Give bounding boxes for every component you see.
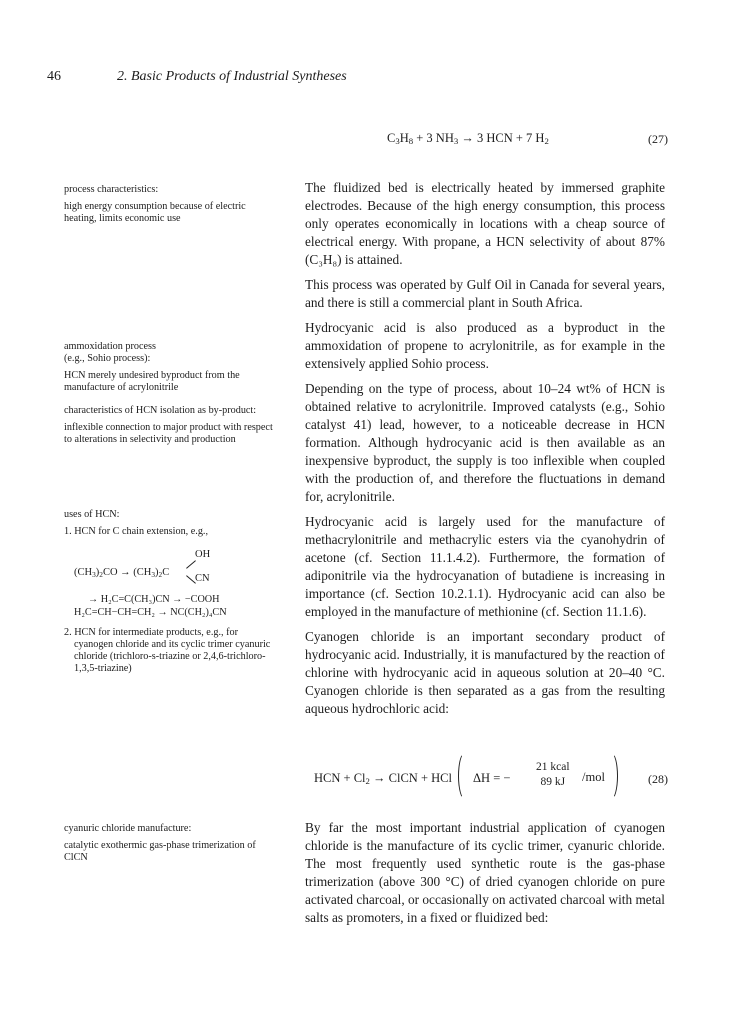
page-number: 46: [47, 69, 61, 84]
bond-line: [186, 560, 196, 568]
equation-28-per-mol: /mol: [582, 770, 605, 784]
sidebar-note: catalytic exothermic gas-phase trimerization of ClCN: [64, 840, 256, 863]
paragraph: By far the most important industrial application of cyanogen chloride is the manufacture of its cyclic trimer, cyanuric chloride. The most frequently used synthetic route is the gas-phase trimerization (above 300 °C) of dried cyanogen chloride on pure activated charcoal, or occasionally on activated charcoal with metal salts as promoters, in a fixed or fluidized bed:: [305, 820, 665, 925]
sidebar-heading: process characteristics:: [64, 184, 159, 195]
chem-oh: OH: [195, 549, 211, 560]
paragraph: Depending on the type of process, about 10–24 wt% of HCN is obtained relative to acrylonitrile. Improved catalysts (e.g., Sohio catalyst 41) lead, however, to a noticeable decrease in HCN formation. Although hydrocyanic acid is then available as an inexpensive byproduct, the supply is too inflexible when coupled with the production of, and therefore the fluctuations in demand for, acrylonitrile.: [305, 381, 665, 504]
equation-28-number: (28): [648, 772, 668, 786]
main-text-upper: [305, 179, 665, 725]
bracket-left: [458, 752, 472, 800]
sidebar-heading: uses of HCN:: [64, 509, 120, 520]
paragraph: The fluidized bed is electrically heated by immersed graphite electrodes. Because of the high energy consumption, this process only operates economically in locations with a cheap source of electrical energy. With propane, a HCN selectivity of about 87% (C₃H₈) is attained.: [305, 180, 665, 267]
sidebar-heading: (e.g., Sohio process):: [64, 353, 151, 364]
chem-reaction-methacryl: → H₂C=C(CH₃)CN → −COOH: [88, 594, 220, 605]
sidebar-note: inflexible connection to major product with respect to alterations in selectivity and production: [64, 422, 273, 445]
paragraph: Hydrocyanic acid is also produced as a byproduct in the ammoxidation of propene to acrylonitrile, as for example in the extensively applied Sohio process.: [305, 320, 665, 371]
equation-28-dh: ΔH = −: [473, 771, 511, 785]
paragraph: Cyanogen chloride is an important secondary product of hydrocyanic acid. Industrially, it is manufactured by the reaction of chlorine with hydrocyanic acid in aqueous solution at 20–40 °C. Cyanogen chloride is then separated as a gas from the resulting aqueous hydrochloric acid:: [305, 629, 665, 716]
equation-28-fraction: 21 kcal 89 kJ: [536, 761, 570, 788]
sidebar-note: high energy consumption because of electric heating, limits economic use: [64, 201, 246, 224]
main-text-lower: [305, 819, 665, 934]
use-item-1: 1. HCN for C chain extension, e.g.,: [64, 526, 209, 537]
sidebar-ammoxidation: [64, 341, 278, 394]
chapter-title: 2. Basic Products of Industrial Syntheses: [117, 69, 347, 84]
use-item-2: 2. HCN for intermediate products, e.g., for cyanogen chloride and its cyclic trimer cyanuric chloride (trichloro-s-triazine or 2,4,6-trichloro-1,3,5-triazine): [64, 627, 271, 674]
equation-27-number: (27): [648, 132, 668, 146]
sidebar-use-2: [64, 627, 278, 675]
chem-cn: CN: [195, 573, 210, 584]
sidebar-note: HCN merely undesired byproduct from the manufacture of acrylonitrile: [64, 370, 240, 393]
paragraph: Hydrocyanic acid is largely used for the manufacture of methacrylonitrile and methacrylic esters via the cyanohydrin of acetone (cf. Section 11.1.4.2). Furthermore, the formation of adiponitrile via the hydrocyanation of butadiene is increasing in importance (cf. Section 10.2.1.1). Hydrocyanic acid can also be employed in the manufacture of methionine (cf. Section 11.1.6).: [305, 514, 665, 619]
sidebar-cyanuric: [64, 823, 278, 864]
equation-28-lhs: HCN + $Cl_2$ → ClCN + HCl: [314, 771, 452, 786]
sidebar-heading: cyanuric chloride manufacture:: [64, 823, 192, 834]
sidebar-uses: [64, 509, 278, 538]
equation-27: $C_3H_8 + 3$ $NH_3 \to 3$ HCN + 7 $H_2$: [387, 131, 549, 146]
chem-reaction-adiponitrile: H₂C=CH−CH=CH₂ → NC(CH₂)₄CN: [74, 607, 227, 618]
paragraph: This process was operated by Gulf Oil in Canada for several years, and there is still a commercial plant in South Africa.: [305, 277, 665, 310]
sidebar-isolation: [64, 405, 278, 446]
sidebar-process-characteristics: [64, 184, 278, 225]
sidebar-heading: ammoxidation process: [64, 341, 156, 352]
bracket-right: [604, 752, 618, 800]
chem-reaction-acetone: $(CH_3)_2CO \to (CH_3)_2C$: [74, 567, 170, 579]
sidebar-heading: characteristics of HCN isolation as by-product:: [64, 405, 257, 416]
